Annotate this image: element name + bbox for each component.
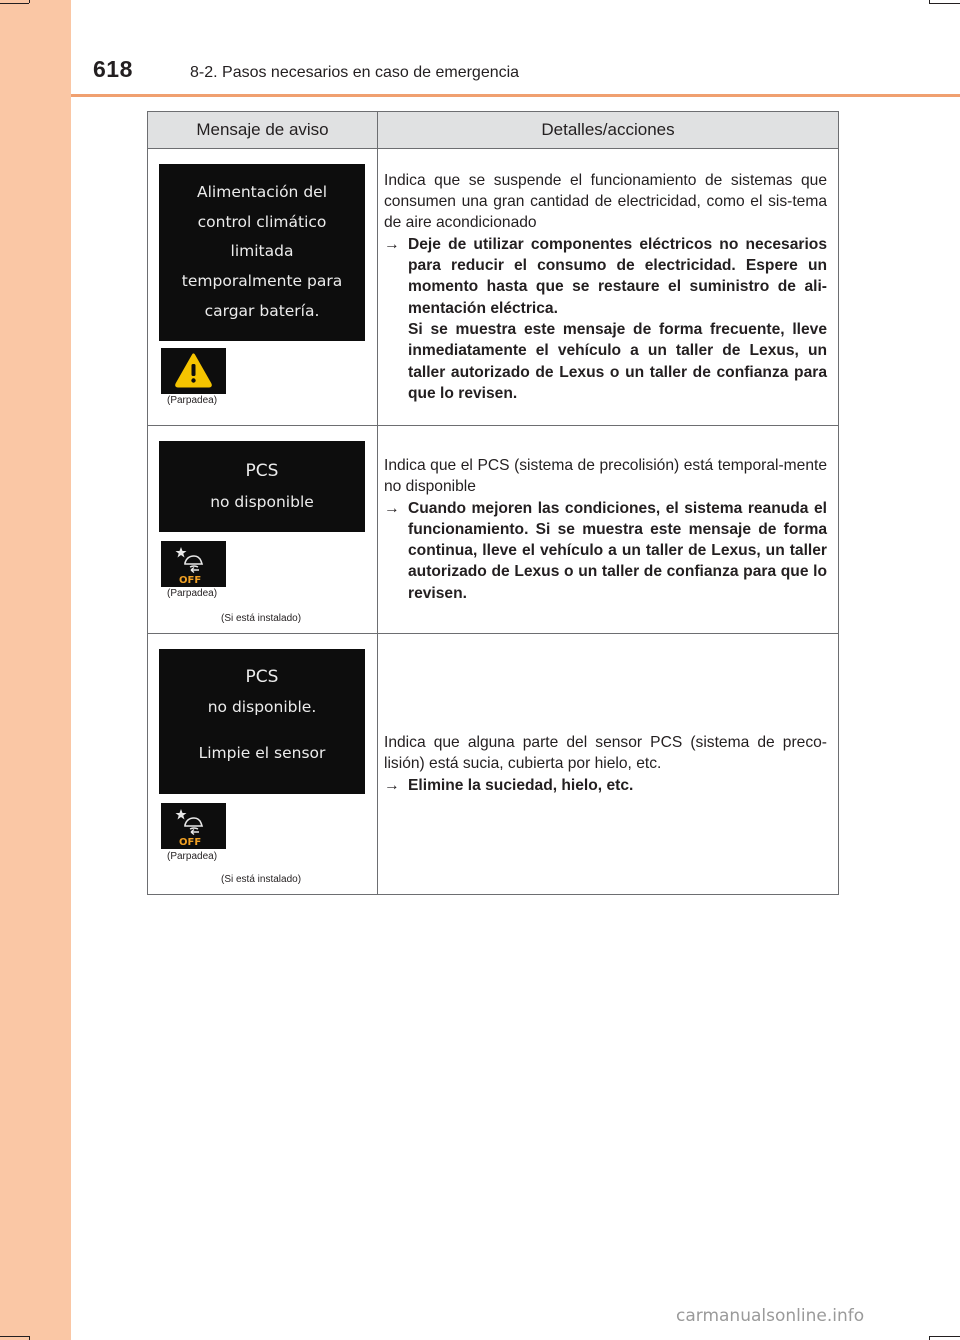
icon-caption: (Parpadea)	[167, 851, 218, 862]
pcs-off-icon	[161, 803, 226, 849]
crop-mark	[0, 1336, 29, 1337]
action-text	[384, 234, 827, 319]
icon-caption: (Parpadea)	[167, 395, 218, 406]
crop-mark	[0, 3, 29, 4]
table-row	[148, 426, 839, 634]
table-header-row	[148, 112, 839, 149]
screen-line: control climático	[197, 212, 327, 231]
arrow-icon: →	[384, 235, 400, 253]
details-cell	[378, 634, 839, 895]
pcs-off-label: OFF	[179, 575, 202, 586]
screen-line: PCS	[245, 461, 279, 481]
crop-mark	[929, 0, 930, 3]
action-label: Deje de utilizar componentes eléctricos no necesarios para reducir el consumo de electricidad. Espere un momento hasta que se restaure el suministro de ali-mentación eléctrica.	[408, 235, 827, 317]
crop-mark	[929, 1336, 930, 1340]
column-header-details: Detalles/acciones	[378, 112, 839, 149]
screen-line: no disponible.	[207, 698, 317, 716]
action-text	[384, 775, 827, 796]
icon-caption: (Parpadea)	[167, 588, 218, 599]
table-row	[148, 634, 839, 895]
install-note: (Si está instalado)	[221, 613, 302, 624]
crop-mark	[929, 3, 960, 4]
description-text: Indica que alguna parte del sensor PCS (sistema de preco-lisión) está sucia, cubierta por hielo, etc.	[384, 734, 827, 773]
crop-mark	[29, 1336, 30, 1340]
page-number: 618	[93, 56, 133, 82]
message-cell	[148, 634, 378, 895]
action-label: Cuando mejoren las condiciones, el sistema reanuda el funcionamiento. Si se muestra este mensaje de forma continua, lleve el vehículo a un taller de Lexus, un taller autorizado de Lexus o un taller de confianza para que lo revisen.	[408, 499, 827, 602]
column-header-message: Mensaje de aviso	[148, 112, 378, 149]
warning-message-table	[147, 111, 839, 895]
screen-line: PCS	[245, 667, 279, 687]
screen-line: cargar batería.	[204, 301, 320, 320]
screen-line: Alimentación del	[197, 183, 327, 201]
action-extra-text: Si se muestra este mensaje de forma frecuente, lleve inmediatamente el vehículo a un taller de Lexus, un taller autorizado de Lexus o un taller de confianza para que lo revisen.	[408, 320, 827, 402]
pcs-off-icon	[161, 541, 226, 587]
table-row	[148, 149, 839, 426]
watermark: carmanualsonline.info	[676, 1306, 865, 1326]
details-cell	[378, 149, 839, 426]
screen-line: no disponible	[210, 493, 314, 511]
arrow-icon: →	[384, 776, 400, 794]
action-label: Elimine la suciedad, hielo, etc.	[408, 776, 634, 794]
description-text: Indica que se suspende el funcionamiento de sistemas que consumen una gran cantidad de electricidad, como el sis-tema de aire acondicionado	[384, 171, 827, 232]
header-rule	[71, 94, 960, 97]
screen-line: limitada	[230, 242, 294, 261]
pcs-off-label: OFF	[179, 837, 202, 848]
screen-line: Limpie el sensor	[198, 744, 326, 762]
install-note: (Si está instalado)	[221, 874, 302, 885]
message-cell	[148, 426, 378, 634]
warning-triangle-icon	[161, 348, 226, 394]
section-title: 8-2. Pasos necesarios en caso de emergencia	[190, 64, 520, 81]
display-screen	[159, 164, 365, 341]
message-cell	[148, 149, 378, 426]
display-screen	[159, 649, 365, 794]
crop-mark	[929, 1336, 960, 1337]
screen-line: temporalmente para	[181, 272, 343, 291]
sidebar-stripe	[0, 0, 71, 1340]
arrow-icon: →	[384, 499, 400, 517]
action-text	[384, 498, 827, 604]
description-text: Indica que el PCS (sistema de precolisión) está temporal-mente no disponible	[384, 456, 827, 496]
display-screen	[159, 441, 365, 532]
crop-mark	[29, 0, 30, 3]
details-cell	[378, 426, 839, 634]
